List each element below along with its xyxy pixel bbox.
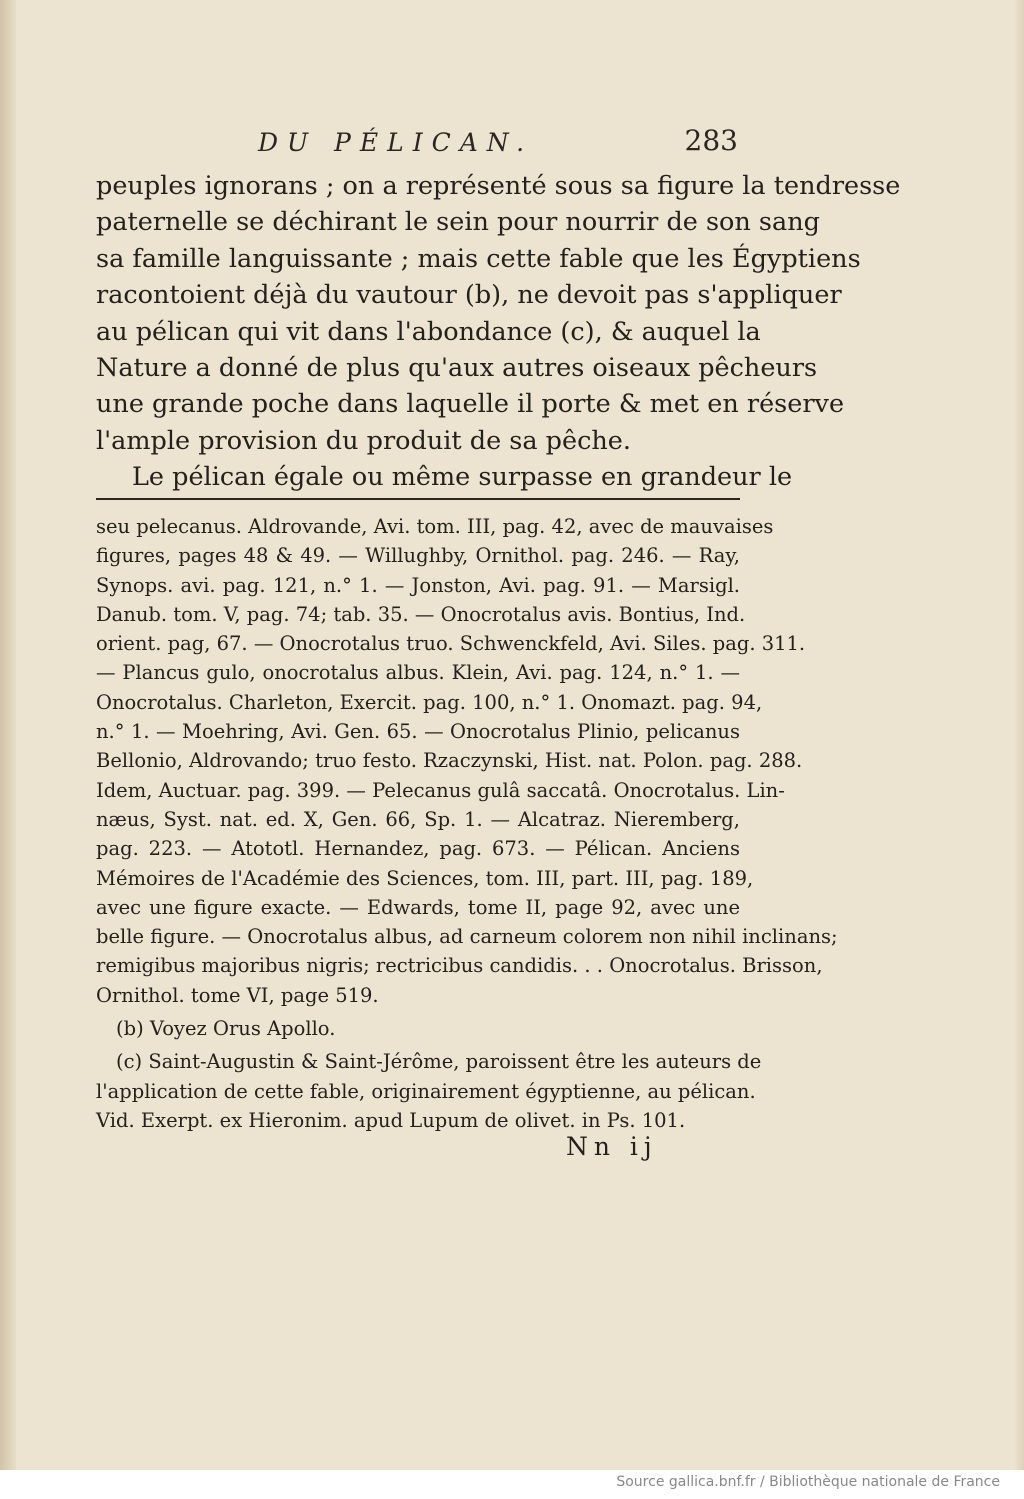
footnote-line: figures, pages 48 & 49. — Willughby, Ornithol. pag. 246. — Ray,: [96, 544, 740, 568]
footnote-c-line: l'application de cette fable, originairement égyptienne, au pélican.: [96, 1079, 756, 1103]
body-line: sa famille languissante ; mais cette fable que les Égyptiens: [96, 243, 861, 274]
footnote-line: Idem, Auctuar. pag. 399. — Pelecanus gulâ saccatâ. Onocrotalus. Lin-: [96, 778, 785, 802]
footnote-line: Bellonio, Aldrovando; truo festo. Rzaczynski, Hist. nat. Polon. pag. 288.: [96, 749, 803, 773]
signature-mark: Nn ij: [566, 1132, 658, 1161]
body-line: peuples ignorans ; on a représenté sous sa figure la tendresse: [96, 171, 901, 201]
body-line: racontoient déjà du vautour (b), ne devoit pas s'appliquer: [96, 280, 842, 311]
body-line: au pélican qui vit dans l'abondance (c), & auquel la: [96, 316, 761, 347]
footnote-line: Mémoires de l'Académie des Sciences, tom. III, part. III, pag. 189,: [96, 866, 754, 890]
footnote-line: Ornithol. tome VI, page 519.: [96, 983, 379, 1007]
page-edge: [1014, 0, 1024, 1470]
footnote-rule: [96, 498, 740, 500]
body-line: Le pélican égale ou même surpasse en grandeur le: [132, 462, 793, 493]
footnote-line: Synops. avi. pag. 121, n.° 1. — Jonston, Avi. pag. 91. — Marsigl.: [96, 573, 740, 597]
footnote-c: (c) Saint-Augustin & Saint-Jérôme, paroissent être les auteurs de: [116, 1050, 762, 1074]
footnote-line: seu pelecanus. Aldrovande, Avi. tom. III, pag. 42, avec de mauvaises: [96, 515, 774, 538]
body-line: paternelle se déchirant le sein pour nourrir de son sang: [96, 207, 820, 238]
footnote-line: Onocrotalus. Charleton, Exercit. pag. 100, n.° 1. Onomazt. pag. 94,: [96, 690, 763, 714]
running-title: DU PÉLICAN.: [258, 128, 534, 157]
body-line: l'ample provision du produit de sa pêche.: [96, 425, 631, 456]
running-head: [258, 124, 738, 168]
footnote-line: pag. 223. — Atototl. Hernandez, pag. 673. — Pélican. Anciens: [96, 837, 740, 861]
footnote-line: belle figure. — Onocrotalus albus, ad carneum colorem non nihil inclinans;: [96, 925, 838, 949]
body-line: une grande poche dans laquelle il porte & met en réserve: [96, 389, 845, 420]
footnote-line: — Plancus gulo, onocrotalus albus. Klein, Avi. pag. 124, n.° 1. —: [96, 661, 740, 685]
footnote-line: n.° 1. — Moehring, Avi. Gen. 65. — Onocrotalus Plinio, pelicanus: [96, 720, 740, 744]
footnote-line: avec une figure exacte. — Edwards, tome II, page 92, avec une: [96, 895, 740, 919]
footnote-line: remigibus majoribus nigris; rectricibus candidis. . . Onocrotalus. Brisson,: [96, 954, 823, 978]
adjacent-page-margin: [0, 0, 16, 1470]
body-text: [96, 168, 901, 496]
page-number: 283: [684, 124, 738, 157]
footnote-line: næus, Syst. nat. ed. X, Gen. 66, Sp. 1. — Alcatraz. Nieremberg,: [96, 807, 740, 831]
footnote-line: Danub. tom. V, pag. 74; tab. 35. — Onocrotalus avis. Bontius, Ind.: [96, 602, 746, 626]
footnote-b: (b) Voyez Orus Apollo.: [116, 1017, 336, 1041]
footnote-line: orient. pag, 67. — Onocrotalus truo. Schwenckfeld, Avi. Siles. pag. 311.: [96, 632, 806, 656]
source-credit: Source gallica.bnf.fr / Bibliothèque nationale de France: [616, 1474, 1000, 1490]
body-line: Nature a donné de plus qu'aux autres oiseaux pêcheurs: [96, 353, 818, 384]
footnotes: [96, 512, 838, 1135]
footnote-c-line: Vid. Exerpt. ex Hieronim. apud Lupum de olivet. in Ps. 101.: [96, 1108, 686, 1132]
